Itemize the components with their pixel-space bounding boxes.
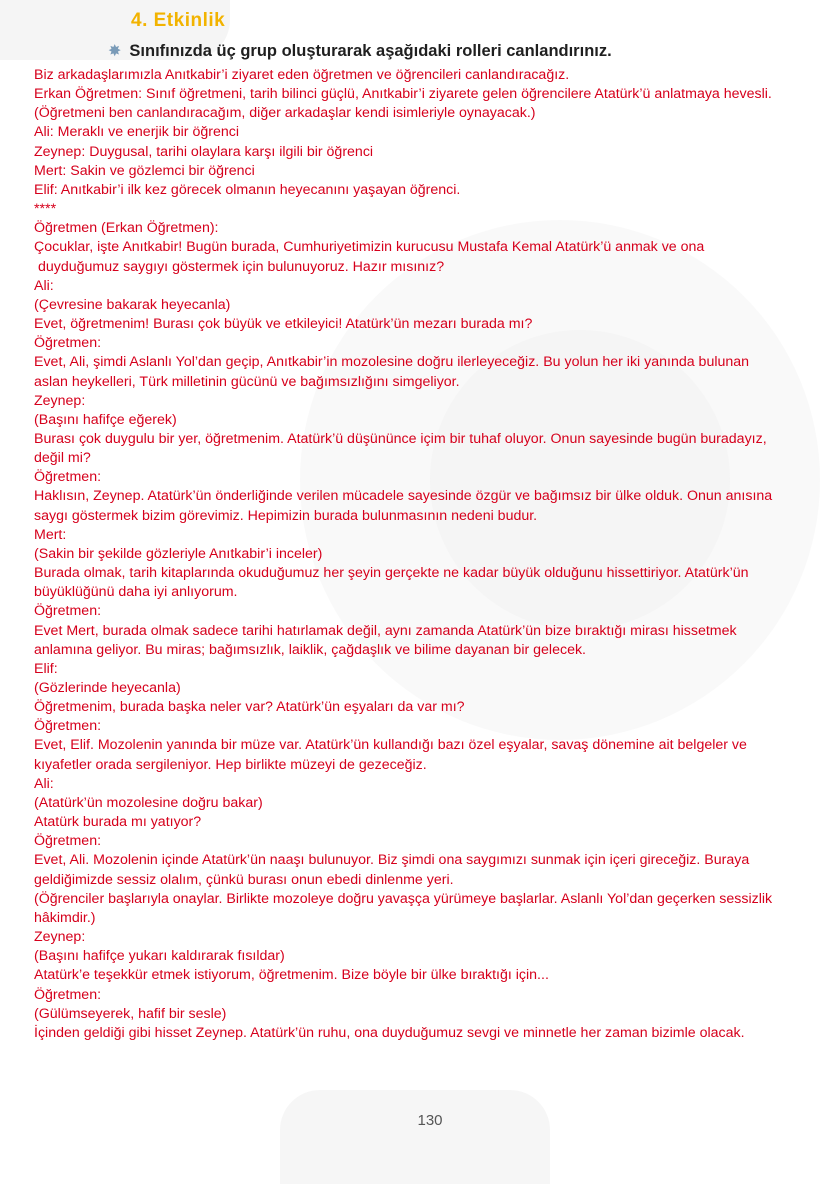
text-line: değil mi? — [34, 450, 91, 467]
text-line: **** — [34, 201, 57, 218]
text-line: Biz arkadaşlarımızla Anıtkabir’i ziyaret eden öğretmen ve öğrencileri canlandıracağız. — [34, 67, 570, 83]
text-line: Öğretmen: — [34, 833, 102, 850]
star-bullet-icon: ✸ — [108, 42, 122, 60]
text-line: (Sakin bir şekilde gözleriyle Anıtkabir’i inceler) — [34, 545, 323, 562]
page-number: 130 — [417, 1112, 443, 1129]
text-line: (Başını hafifçe eğerek) — [34, 411, 177, 428]
text-line: Evet, Elif. Mozolenin yanında bir müze var. Atatürk’ün kullandığı bazı özel eşyalar, savaş dönemine ait belgeler ve — [34, 737, 747, 754]
text-line: Atatürk burada mı yatıyor? — [34, 814, 202, 831]
text-line: (Başını hafifçe yukarı kaldırarak fısıldar) — [34, 948, 285, 965]
text-line: Öğretmen: — [34, 603, 102, 620]
text-line: Elif: — [34, 660, 58, 677]
text-line: Öğretmen: — [34, 335, 102, 352]
text-line: Evet, Ali, şimdi Aslanlı Yol’dan geçip, Anıtkabir’in mozolesine doğru ilerleyeceğiz. Bu yolun her iki yanında bulunan — [34, 354, 750, 371]
footer-decoration — [280, 1090, 550, 1184]
text-line: kıyafetler orada sergileniyor. Hep birlikte müzeyi de gezeceğiz. — [34, 756, 427, 773]
text-line: Öğretmen (Erkan Öğretmen): — [34, 220, 219, 237]
text-line: (Gülümseyerek, hafif bir sesle) — [34, 1005, 227, 1022]
text-line: Erkan Öğretmen: Sınıf öğretmeni, tarih bilinci güçlü, Anıtkabir’i ziyarete gelen öğrencilere Atatürk’ü anlatmaya hevesli. — [34, 86, 772, 103]
instruction — [108, 42, 808, 61]
activity-title: 4. Etkinlik — [131, 10, 226, 31]
dialogue-text — [34, 66, 824, 1043]
text-line: saygı göstermek bizim görevimiz. Hepimizin burada bulunmasının nedeni budur. — [34, 507, 538, 524]
text-line: Öğretmen: — [34, 469, 102, 486]
text-line: büyüklüğünü daha iyi anlıyorum. — [34, 584, 238, 601]
text-line: Ali: Meraklı ve enerjik bir öğrenci — [34, 124, 240, 141]
instruction-text: Sınıfınızda üç grup oluşturarak aşağıdaki rolleri canlandırınız. — [129, 42, 612, 60]
text-line: Öğretmen: — [34, 986, 102, 1003]
text-line: Mert: Sakin ve gözlemci bir öğrenci — [34, 162, 255, 179]
text-line: Öğretmen: — [34, 718, 102, 735]
text-line: Evet Mert, burada olmak sadece tarihi hatırlamak değil, aynı zamanda Atatürk’ün bize bıraktığı mirası hissetmek — [34, 622, 737, 639]
text-line: (Gözlerinde heyecanla) — [34, 680, 181, 696]
text-line: Elif: Anıtkabir’i ilk kez görecek olmanın heyecanını yaşayan öğrenci. — [34, 181, 461, 198]
text-line: Zeynep: — [34, 392, 86, 409]
text-line: Zeynep: — [34, 929, 86, 946]
text-line: (Atatürk’ün mozolesine doğru bakar) — [34, 794, 263, 811]
text-line: Çocuklar, işte Anıtkabir! Bugün burada, Cumhuriyetimizin kurucusu Mustafa Kemal Atatürk’ü anmak ve ona — [34, 239, 705, 256]
text-line: anlamına geliyor. Bu miras; bağımsızlık, laiklik, çağdaşlık ve bilime dayanan bir gelecek. — [34, 641, 586, 658]
text-line: Mert: — [34, 526, 67, 543]
text-line: Haklısın, Zeynep. Atatürk’ün önderliğinde verilen mücadele sayesinde özgür ve bağımsız bir ülke olduk. Onun anısına — [34, 488, 773, 505]
text-line: (Öğretmeni ben canlandıracağım, diğer arkadaşlar kendi isimleriyle oynayacak.) — [34, 105, 536, 122]
text-line: Evet, öğretmenim! Burası çok büyük ve etkileyici! Atatürk’ün mezarı burada mı? — [34, 316, 533, 333]
text-line: (Çevresine bakarak heyecanla) — [34, 296, 231, 313]
text-line: Burası çok duygulu bir yer, öğretmenim. Atatürk’ü düşününce içim bir tuhaf oluyor. Onun sayesinde bugün buradayız, — [34, 430, 767, 447]
text-line: Atatürk’e teşekkür etmek istiyorum, öğretmenim. Bize böyle bir ülke bıraktığı için... — [34, 967, 549, 984]
text-line: Ali: — [34, 277, 54, 294]
text-line: Burada olmak, tarih kitaplarında okuduğumuz her şeyin gerçekte ne kadar büyük olduğunu hissettiriyor. Atatürk’ün — [34, 565, 749, 582]
text-line: geldiğimizde sessiz olalım, çünkü burası onun ebedi dinlenme yeri. — [34, 871, 454, 888]
text-line: İçinden geldiği gibi hisset Zeynep. Atatürk’ün ruhu, ona duyduğumuz sevgi ve minnetle her zaman bizimle olacak. — [34, 1024, 745, 1041]
text-line: hâkimdir.) — [34, 909, 96, 926]
text-line: duyduğumuz saygıyı göstermek için bulunuyoruz. Hazır mısınız? — [38, 258, 445, 275]
text-line: Evet, Ali. Mozolenin içinde Atatürk’ün naaşı bulunuyor. Biz şimdi ona saygımızı sunmak için içeri gireceğiz. Buraya — [34, 852, 750, 869]
text-line: Öğretmenim, burada başka neler var? Atatürk’ün eşyaları da var mı? — [34, 699, 465, 716]
text-line: (Öğrenciler başlarıyla onaylar. Birlikte mozoleye doğru yavaşça yürümeye başlarlar. Aslanlı Yol’dan geçerken sessizlik — [34, 890, 773, 907]
text-line: aslan heykelleri, Türk milletinin gücünü ve bağımsızlığını simgeliyor. — [34, 373, 460, 390]
text-line: Zeynep: Duygusal, tarihi olaylara karşı ilgili bir öğrenci — [34, 143, 374, 160]
text-line: Ali: — [34, 775, 54, 792]
